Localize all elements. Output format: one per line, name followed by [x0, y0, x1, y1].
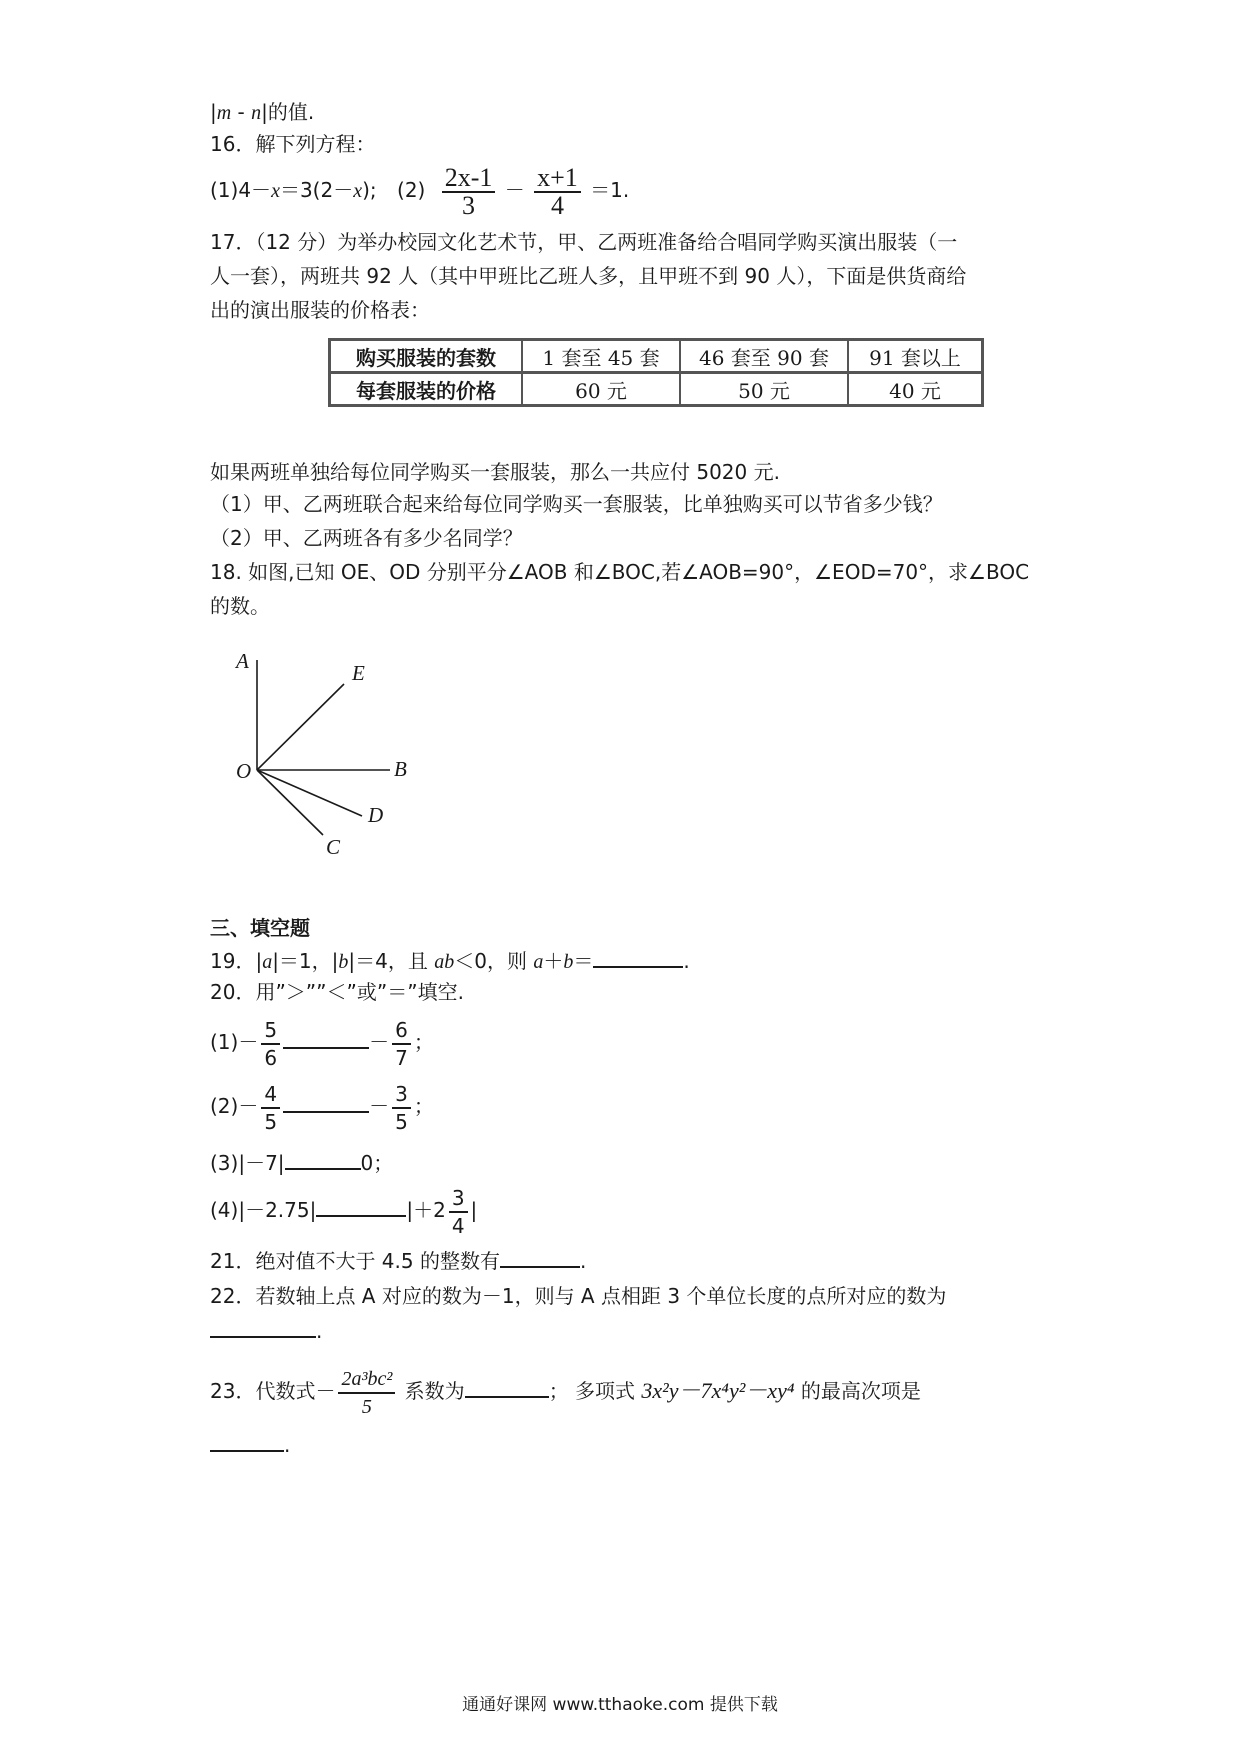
- part-label: (1)－: [210, 1030, 259, 1054]
- q19: [210, 946, 690, 976]
- answer-blank[interactable]: [465, 1376, 549, 1398]
- q20-part2: [210, 1076, 434, 1136]
- minus-sign: －: [369, 1030, 390, 1054]
- q16-title: 16．解下列方程：: [210, 132, 376, 156]
- q16-equations: [210, 160, 629, 221]
- label-o: O: [236, 759, 252, 783]
- answer-blank[interactable]: [285, 1148, 361, 1170]
- part-end: |: [470, 1198, 478, 1222]
- numerator: x+1: [537, 162, 578, 192]
- q20-title: 20．用”＞””＜”或”＝”填空.: [210, 980, 464, 1004]
- q23-text: ； 多项式: [548, 1379, 636, 1403]
- denominator: 4: [449, 1211, 468, 1239]
- q19-text: |＝1，|: [272, 949, 339, 973]
- part-label: (4)|－2.75|: [210, 1198, 317, 1222]
- numerator: 5: [264, 1017, 278, 1042]
- ray-oc: [257, 770, 323, 835]
- q20-part1: [210, 1012, 434, 1072]
- fraction: [261, 1081, 280, 1135]
- denominator: 5: [392, 1107, 411, 1135]
- denominator: 5: [338, 1392, 395, 1420]
- fraction: [392, 1017, 411, 1071]
- var-ab: ab: [434, 951, 455, 973]
- eq1-label: (1)4－: [210, 178, 272, 202]
- var-x: x: [353, 180, 363, 202]
- q19-text: |＝4，且: [348, 949, 435, 973]
- q22-line2: [210, 1316, 322, 1345]
- q18-line2: 的数。: [210, 594, 270, 618]
- var-a: a: [533, 951, 544, 973]
- label-c: C: [326, 835, 341, 859]
- numerator: 3: [451, 1185, 465, 1210]
- eq2-end: ＝1.: [590, 178, 630, 202]
- table-row: [330, 340, 983, 373]
- fraction: [442, 162, 496, 220]
- var-b: b: [563, 951, 574, 973]
- eq1-end: );: [362, 178, 377, 202]
- q21: [210, 1246, 586, 1275]
- q23-end: .: [284, 1433, 291, 1457]
- q23-text: 23．代数式－: [210, 1379, 336, 1403]
- part-end: ；: [413, 1030, 434, 1054]
- ray-od: [257, 770, 362, 816]
- section-title: 三、填空题: [210, 916, 310, 940]
- answer-blank[interactable]: [316, 1195, 406, 1217]
- q23-line2: [210, 1430, 290, 1459]
- abs-bar: |: [261, 100, 268, 124]
- q21-end: .: [579, 1249, 587, 1273]
- var-n: n: [251, 102, 262, 124]
- minus-sign: －: [369, 1094, 390, 1118]
- numerator: 6: [395, 1017, 408, 1042]
- mixed-number-text: |＋2: [406, 1198, 446, 1222]
- denominator: 6: [261, 1043, 280, 1071]
- q19-text: ＜0，则: [454, 949, 534, 973]
- numerator: 2x-1: [444, 162, 493, 192]
- answer-blank[interactable]: [283, 1027, 369, 1049]
- answer-blank[interactable]: [593, 946, 683, 968]
- q23-text: 系数为: [398, 1379, 465, 1403]
- var-b: b: [338, 951, 349, 973]
- minus-sign: －: [504, 178, 525, 202]
- answer-blank[interactable]: [283, 1091, 369, 1113]
- q15-tail: [210, 98, 314, 127]
- q20-part3: [210, 1148, 393, 1177]
- fraction: [261, 1017, 280, 1071]
- table-cell: 46 套至 90 套: [680, 340, 848, 373]
- part-end: 0；: [360, 1151, 394, 1175]
- numerator: 2a³bc²: [341, 1367, 393, 1390]
- answer-blank[interactable]: [500, 1246, 580, 1268]
- q17-line2: 人一套），两班共 92 人（其中甲班比乙班人多，且甲班不到 90 人），下面是供货商给: [210, 264, 967, 288]
- label-a: A: [236, 649, 249, 673]
- var-m: m: [216, 102, 232, 124]
- price-table: [328, 338, 984, 407]
- fraction: [338, 1366, 395, 1420]
- numerator: 3: [395, 1081, 408, 1106]
- denominator: 7: [392, 1043, 411, 1071]
- var-x: x: [271, 180, 280, 202]
- fraction: [392, 1081, 411, 1135]
- q17-sub1: （1）甲、乙两班联合起来给每位同学购买一套服装，比单独购买可以节省多少钱？: [210, 492, 943, 516]
- q19-text: ＝: [573, 949, 594, 973]
- label-d: D: [368, 803, 384, 827]
- table-cell: 40 元: [848, 373, 983, 406]
- q21-text: 21．绝对值不大于 4.5 的整数有: [210, 1249, 500, 1273]
- table-row: [330, 373, 983, 406]
- abs-bar: |: [210, 100, 217, 124]
- table-cell: 50 元: [680, 373, 848, 406]
- q22-end: .: [316, 1319, 323, 1343]
- q19-end: .: [683, 949, 690, 973]
- answer-blank[interactable]: [210, 1316, 316, 1338]
- label-b: B: [394, 757, 407, 781]
- denominator: 4: [534, 191, 581, 219]
- var-a: a: [262, 951, 273, 973]
- part-label: (2)－: [210, 1094, 259, 1118]
- answer-blank[interactable]: [210, 1430, 284, 1452]
- q23-text: 的最高次项是: [794, 1379, 921, 1403]
- part-label: (3)|－7|: [210, 1151, 285, 1175]
- table-cell: 购买服装的套数: [330, 340, 523, 373]
- q22-line1: 22．若数轴上点 A 对应的数为－1，则与 A 点相距 3 个单位长度的点所对应的数为: [210, 1284, 947, 1308]
- table-cell: 60 元: [522, 373, 680, 406]
- angle-figure: [222, 640, 422, 870]
- table-cell: 每套服装的价格: [330, 373, 523, 406]
- numerator: 4: [264, 1081, 278, 1106]
- eq2-label: (2): [397, 178, 426, 202]
- polynomial: 3x²y－7x⁴y²－xy⁴: [641, 1378, 795, 1403]
- page-footer: 通通好课网 www.tthaoke.com 提供下载: [462, 1695, 778, 1715]
- table-cell: 1 套至 45 套: [522, 340, 680, 373]
- denominator: 5: [261, 1107, 280, 1135]
- ray-oe: [257, 684, 344, 770]
- q18-line1: 18. 如图,已知 OE、OD 分别平分∠AOB 和∠BOC,若∠AOB=90°，∠EOD=70°，求∠BOC: [210, 560, 1030, 584]
- denominator: 3: [442, 191, 496, 219]
- q23: [210, 1360, 921, 1422]
- fraction: [534, 162, 581, 220]
- q15-tail-text: 的值.: [267, 100, 315, 124]
- table-cell: 91 套以上: [848, 340, 983, 373]
- q17-sub2: （2）甲、乙两班各有多少名同学？: [210, 526, 523, 550]
- q17-line1: 17．（12 分）为举办校园文化艺术节，甲、乙两班准备给合唱同学购买演出服装（一: [210, 230, 958, 254]
- minus-sign: -: [231, 100, 252, 124]
- part-end: ；: [413, 1094, 434, 1118]
- fraction: [449, 1185, 468, 1239]
- label-e: E: [352, 661, 365, 685]
- q17-after: 如果两班单独给每位同学购买一套服装，那么一共应付 5020 元.: [210, 460, 780, 484]
- eq1-mid: ＝3(2－: [279, 178, 354, 202]
- q20-part4: [210, 1180, 477, 1240]
- q19-text: 19．|: [210, 949, 263, 973]
- q17-line3: 出的演出服装的价格表：: [210, 298, 430, 322]
- q19-text: ＋: [543, 949, 564, 973]
